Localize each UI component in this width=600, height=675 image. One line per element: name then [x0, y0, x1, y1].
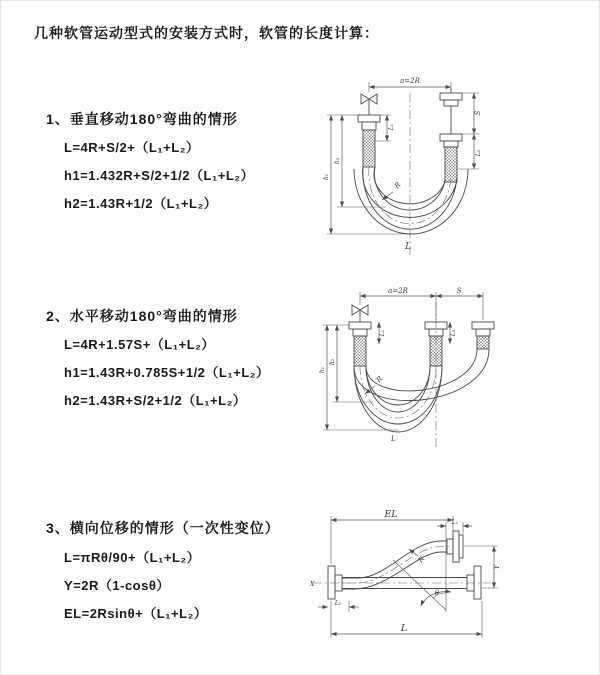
dim-label-s: S — [474, 110, 482, 116]
dim-label-l2: L₂ — [475, 149, 482, 157]
left-hose-braid — [354, 336, 366, 366]
dim-label-l1: L₁ — [379, 329, 386, 337]
dim-label-l2: L₂ — [450, 329, 457, 337]
section-2-formula-h2: h2=1.43R+S/2+1/2（L₁+L₂） — [64, 393, 247, 408]
dimension-l1 — [375, 115, 395, 141]
dim-label-r: R — [416, 555, 427, 565]
dimension-l2 — [450, 322, 457, 344]
dim-label-a2r: a=2R — [388, 287, 408, 295]
dim-label-L: L — [400, 623, 408, 634]
dim-label-L: L — [391, 435, 396, 443]
left-hose-braid — [363, 130, 375, 167]
section-1-formula-L: L=4R+S/2+（L₁+L₂） — [64, 140, 200, 155]
angle-construction — [393, 560, 451, 610]
upper-right-flange — [447, 531, 463, 562]
right-hose-braid — [445, 147, 457, 182]
dim-label-h1: h₁ — [319, 366, 326, 374]
s-curve-hose — [342, 541, 453, 589]
dim-label-theta: θ — [434, 589, 440, 597]
section-2-heading: 2、水平移动180°弯曲的情形 — [46, 308, 238, 324]
right-hose-braid — [477, 336, 489, 349]
dimension-l — [331, 601, 482, 638]
dimension-l1 — [434, 519, 472, 612]
dim-label-l2: L₂ — [334, 600, 342, 607]
middle-hose-braid — [430, 336, 442, 366]
section-3-formula-L: L=πRθ/90+（L₁+L₂） — [64, 550, 201, 565]
dimension-a2r — [360, 287, 483, 320]
dim-label-r: R — [375, 374, 385, 385]
section-3-heading: 3、横向位移的情形（一次性变位） — [46, 520, 280, 536]
section-3-formula-EL: EL=2Rsinθ+（L₁+L₂） — [64, 606, 208, 621]
flanges — [349, 322, 494, 366]
valve-icon — [352, 305, 368, 322]
hose-u-bends — [354, 349, 489, 432]
dim-label-l1: L₁ — [388, 123, 395, 131]
diagram-horizontal-180-bend — [313, 282, 600, 456]
dimension-h2 — [334, 115, 386, 207]
section-1-formula-h2: h2=1.43R+1/2（L₁+L₂） — [64, 196, 218, 211]
dimension-l2 — [457, 134, 482, 169]
diagram-lateral-displacement — [301, 504, 600, 652]
section-1-heading: 1、垂直移动180°弯曲的情形 — [46, 111, 238, 127]
dim-label-L: L — [405, 241, 412, 252]
dimension-y — [464, 546, 501, 588]
dim-label-y: Y — [493, 564, 501, 570]
diagram-1-svg — [311, 69, 600, 261]
section-1-formula-h1: h1=1.432R+S/2+1/2（L₁+L₂） — [64, 168, 255, 183]
dim-label-r: R — [393, 180, 403, 191]
page-title: 几种软管运动型式的安装方式时，软管的长度计算： — [34, 25, 379, 41]
dim-label-l1: L₁ — [451, 519, 459, 526]
dim-label-h2: h₂ — [334, 157, 341, 165]
section-2-formula-L: L=4R+1.57S+（L₁+L₂） — [64, 337, 215, 352]
dim-label-el: EL — [384, 509, 398, 520]
dim-label-h1: h₁ — [323, 173, 330, 181]
section-3-formula-Y: Y=2R（1-cosθ） — [64, 578, 170, 593]
dimension-el — [331, 509, 453, 564]
dimension-l1 — [379, 322, 386, 344]
dimension-a2r — [369, 77, 451, 92]
dimension-s — [462, 93, 482, 134]
diagram-3-svg — [301, 504, 600, 652]
diagram-vertical-180-bend — [311, 69, 600, 261]
diagram-2-svg — [313, 282, 600, 456]
dim-label-a2r: a=2R — [400, 77, 420, 85]
dimension-l2 — [318, 600, 359, 612]
section-2-formula-h1: h1=1.43R+0.785S+1/2（L₁+L₂） — [64, 365, 270, 380]
right-lower-flange — [467, 566, 481, 599]
dim-label-x: X — [310, 581, 315, 588]
dim-label-h2: h₂ — [329, 358, 336, 366]
radius-callout — [382, 180, 403, 200]
right-pipe-flanges — [440, 88, 462, 182]
valve-icon — [361, 94, 377, 115]
left-flange — [328, 566, 342, 599]
dim-label-s: S — [456, 287, 462, 295]
